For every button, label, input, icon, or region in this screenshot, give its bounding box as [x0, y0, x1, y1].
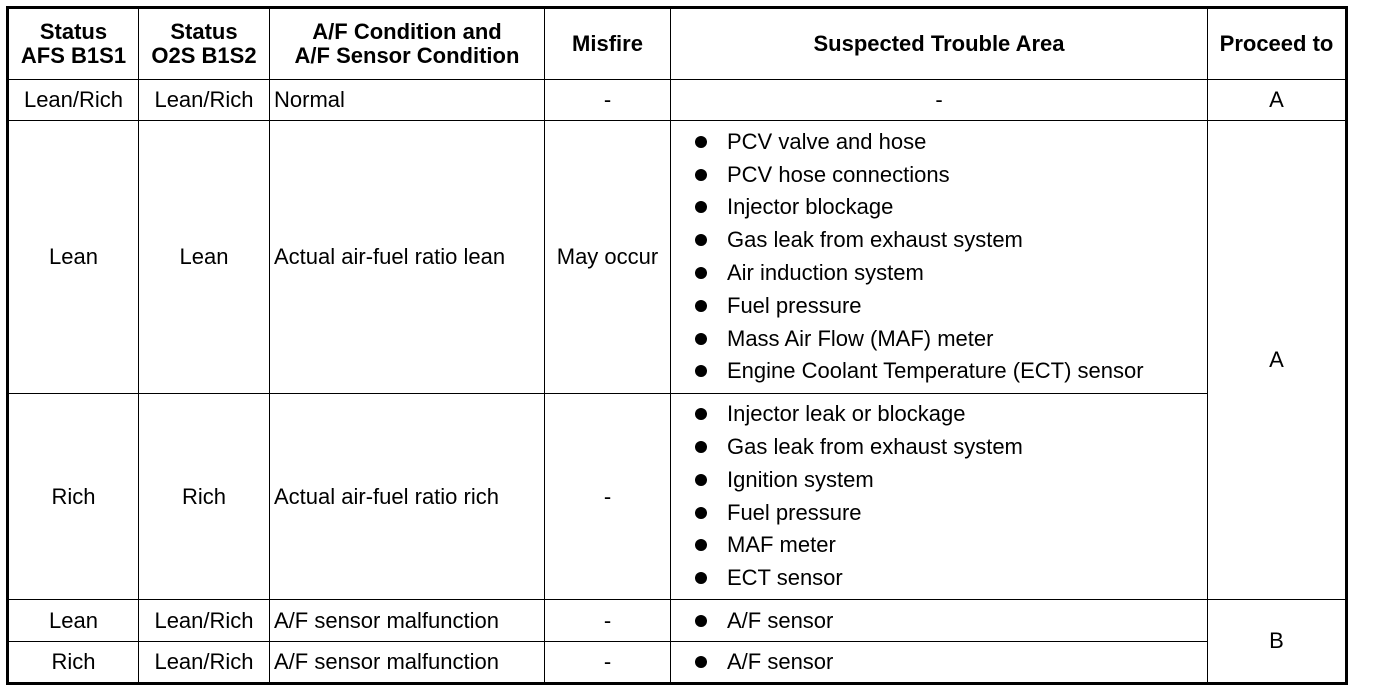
- cell-afs: Lean: [8, 600, 139, 642]
- list-item: Gas leak from exhaust system: [693, 224, 1207, 257]
- cell-afs: Lean: [8, 121, 139, 394]
- list-item: Injector leak or blockage: [693, 398, 1207, 431]
- table-row: [8, 642, 1347, 684]
- list-item: Fuel pressure: [693, 290, 1207, 323]
- cell-proceed: A: [1208, 80, 1347, 121]
- list-item: Injector blockage: [693, 191, 1207, 224]
- cell-misfire: -: [545, 642, 671, 684]
- cell-misfire: -: [545, 394, 671, 600]
- cell-proceed: A: [1208, 121, 1347, 600]
- trouble-area-list: [693, 644, 1207, 680]
- cell-condition: Actual air-fuel ratio rich: [270, 394, 545, 600]
- cell-condition: A/F sensor malfunction: [270, 642, 545, 684]
- list-item: MAF meter: [693, 529, 1207, 562]
- cell-condition: Normal: [270, 80, 545, 121]
- diagnostic-table: [6, 6, 1348, 685]
- cell-area: [671, 394, 1208, 600]
- list-item: Engine Coolant Temperature (ECT) sensor: [693, 355, 1207, 388]
- trouble-area-list: [693, 398, 1207, 595]
- list-item: Air induction system: [693, 257, 1207, 290]
- list-item: A/F sensor: [693, 644, 1207, 680]
- cell-afs: Rich: [8, 642, 139, 684]
- cell-misfire: May occur: [545, 121, 671, 394]
- cell-o2s: Rich: [139, 394, 270, 600]
- list-item: ECT sensor: [693, 562, 1207, 595]
- cell-proceed: B: [1208, 600, 1347, 684]
- list-item: Gas leak from exhaust system: [693, 431, 1207, 464]
- header-suspected-trouble-area: Suspected Trouble Area: [671, 8, 1208, 80]
- table-row: [8, 80, 1347, 121]
- trouble-area-list: [693, 603, 1207, 639]
- cell-misfire: -: [545, 80, 671, 121]
- header-af-condition: A/F Condition and A/F Sensor Condition: [270, 8, 545, 80]
- cell-afs: Lean/Rich: [8, 80, 139, 121]
- diagnostic-table-container: [6, 6, 1348, 685]
- header-row: [8, 8, 1347, 80]
- cell-condition: Actual air-fuel ratio lean: [270, 121, 545, 394]
- cell-o2s: Lean/Rich: [139, 80, 270, 121]
- header-status-o2s: Status O2S B1S2: [139, 8, 270, 80]
- header-proceed-to: Proceed to: [1208, 8, 1347, 80]
- table-row: [8, 600, 1347, 642]
- trouble-area-list: [693, 126, 1207, 388]
- table-row: [8, 121, 1347, 394]
- cell-condition: A/F sensor malfunction: [270, 600, 545, 642]
- list-item: Ignition system: [693, 464, 1207, 497]
- cell-area: [671, 642, 1208, 684]
- table-row: [8, 394, 1347, 600]
- list-item: A/F sensor: [693, 603, 1207, 639]
- list-item: Fuel pressure: [693, 497, 1207, 530]
- cell-o2s: Lean/Rich: [139, 642, 270, 684]
- cell-area: [671, 121, 1208, 394]
- list-item: PCV valve and hose: [693, 126, 1207, 159]
- cell-o2s: Lean/Rich: [139, 600, 270, 642]
- cell-area: [671, 600, 1208, 642]
- cell-area: -: [671, 80, 1208, 121]
- header-status-afs: Status AFS B1S1: [8, 8, 139, 80]
- cell-o2s: Lean: [139, 121, 270, 394]
- list-item: Mass Air Flow (MAF) meter: [693, 323, 1207, 356]
- header-misfire: Misfire: [545, 8, 671, 80]
- cell-afs: Rich: [8, 394, 139, 600]
- list-item: PCV hose connections: [693, 159, 1207, 192]
- cell-misfire: -: [545, 600, 671, 642]
